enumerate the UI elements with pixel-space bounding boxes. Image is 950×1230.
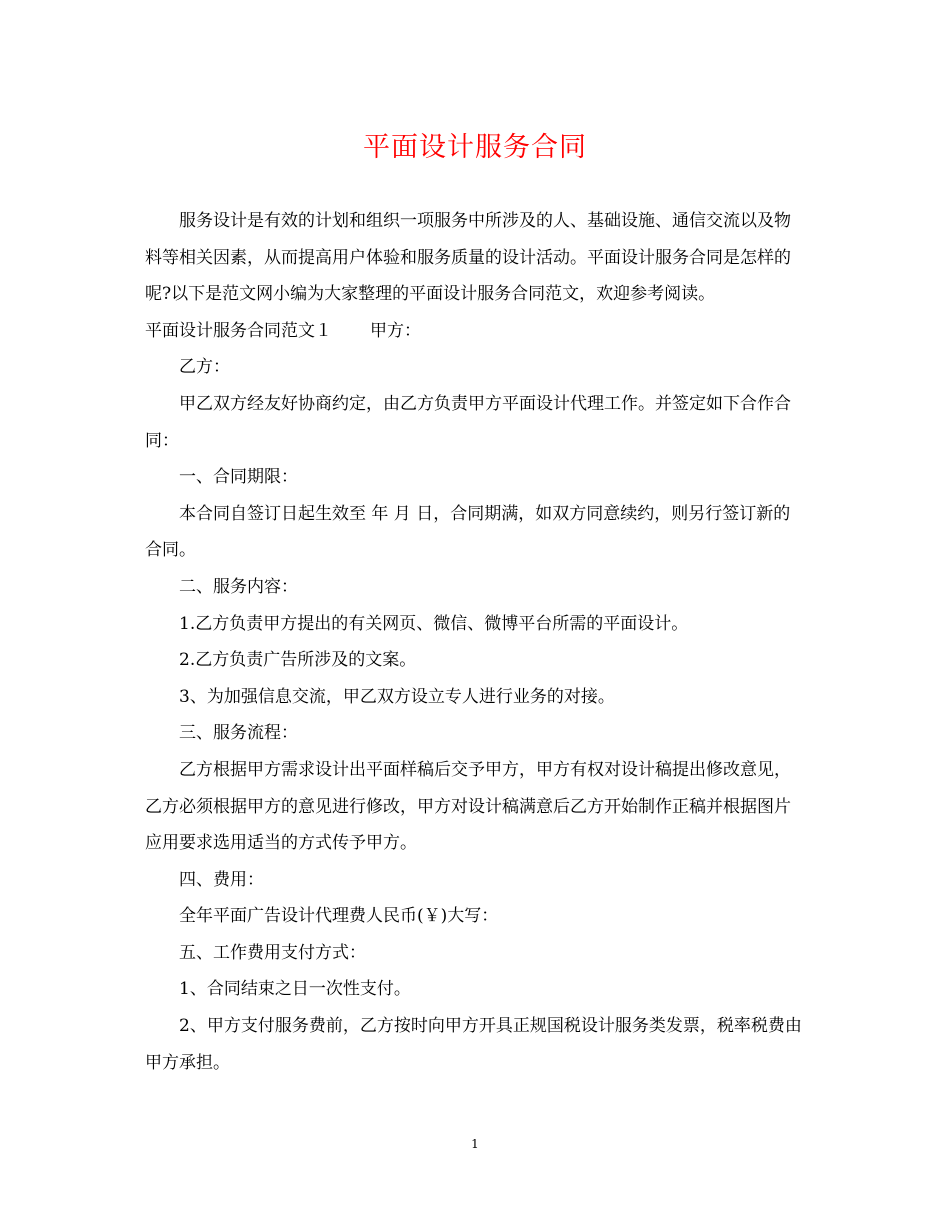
- section-5-item-1: 1、合同结束之日一次性支付。: [179, 979, 411, 1000]
- section-1-title: 一、合同期限：: [179, 467, 298, 488]
- sample-heading: 平面设计服务合同范文１: [145, 320, 332, 341]
- section-4-title: 四、费用：: [179, 869, 264, 890]
- party-b-label: 乙方：: [179, 357, 230, 378]
- section-5-item-2: 2、甲方支付服务费前，乙方按时向甲方开具正规国税设计服务类发票，税率税费由甲方承担。: [145, 1016, 802, 1073]
- section-2-item-3: 3、为加强信息交流，甲乙双方设立专人进行业务的对接。: [179, 686, 615, 707]
- section-1-text: 本合同自签订日起生效至 年 月 日，合同期满，如双方同意续约，则另行签订新的合同。: [145, 503, 791, 561]
- agreement-paragraph: 甲乙双方经友好协商约定，由乙方负责甲方平面设计代理工作。并签定如下合作合同：: [145, 393, 791, 451]
- document-title: 平面设计服务合同: [363, 132, 587, 163]
- page-number: 1: [471, 1137, 479, 1151]
- section-4-text: 全年平面广告设计代理费人民币(￥)大写：: [179, 906, 499, 927]
- section-2-item-1: 1.乙方负责甲方提出的有关网页、微信、微博平台所需的平面设计。: [179, 613, 689, 634]
- sample-heading-line: [145, 313, 807, 350]
- section-3-title: 三、服务流程：: [179, 723, 298, 744]
- party-a-label: 甲方：: [370, 320, 421, 341]
- section-3-text: 乙方根据甲方需求设计出平面样稿后交予甲方，甲方有权对设计稿提出修改意见，乙方必须根据甲方的意见进行修改，甲方对设计稿满意后乙方开始制作正稿并根据图片应用要求选用适当的方式传予甲方。: [145, 759, 791, 854]
- intro-paragraph: 服务设计是有效的计划和组织一项服务中所涉及的人、基础设施、通信交流以及物料等相关因素，从而提高用户体验和服务质量的设计活动。平面设计服务合同是怎样的呢?以下是范文网小编为大家整理的平面设计服务合同范文，欢迎参考阅读。: [145, 211, 791, 305]
- section-5-title: 五、工作费用支付方式：: [179, 942, 366, 963]
- section-2-title: 二、服务内容：: [179, 576, 298, 597]
- section-2-item-2: 2.乙方负责广告所涉及的文案。: [179, 650, 417, 671]
- document-body: [145, 203, 807, 1081]
